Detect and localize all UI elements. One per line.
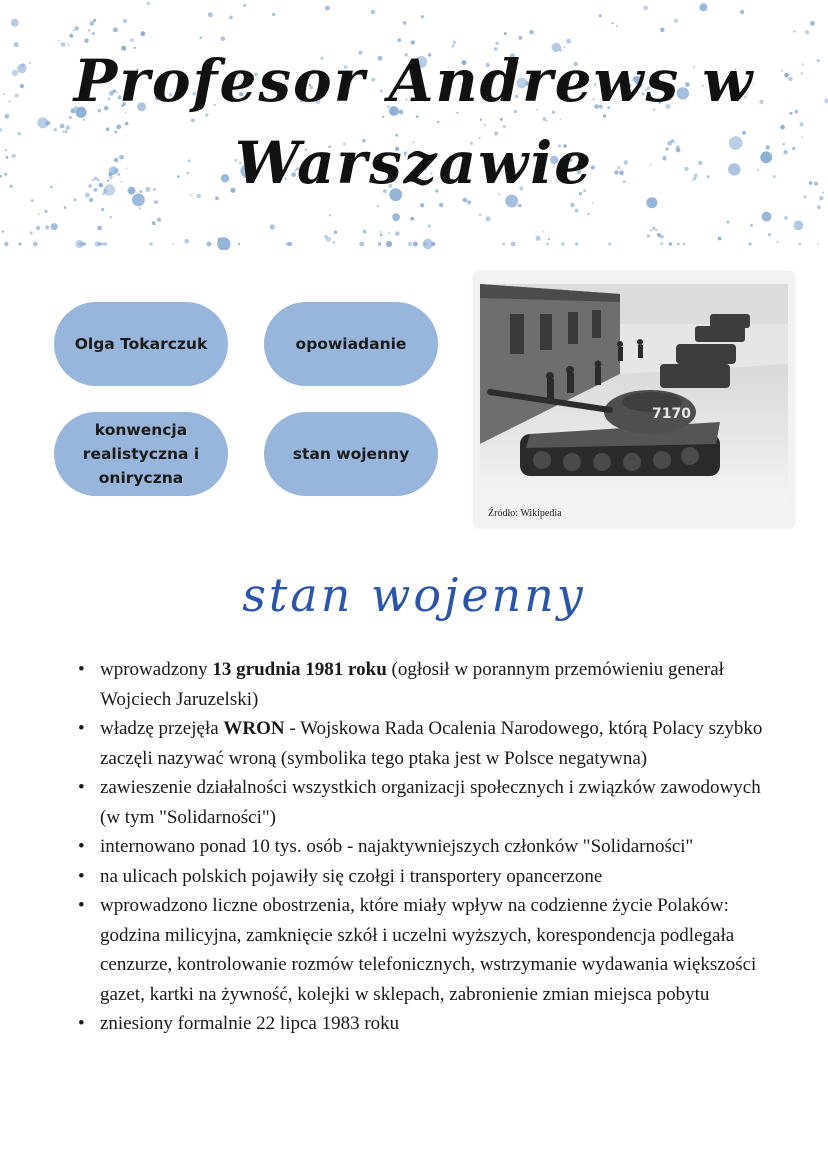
page-title-line2: Warszawie: [234, 129, 594, 197]
page-title-line1: Profesor Andrews w: [73, 47, 755, 115]
bullet-item: • zawieszenie działalności wszystkich organizacji społecznych i związków zawodowych (w tym "Solidarności"): [72, 773, 772, 832]
tag-convention: konwencja realistyczna i oniryczna: [54, 412, 228, 496]
bullet-item: • internowano ponad 10 tys. osób - najaktywniejszych członków "Solidarności": [72, 832, 772, 862]
photo-caption: Źródło: Wikipedia: [488, 508, 562, 519]
tank-number: 7170: [652, 406, 691, 422]
bullet-list: [72, 655, 772, 1039]
bullet-item: • na ulicach polskich pojawiły się czołgi i transportery opancerzone: [72, 862, 772, 892]
bullet-item: • władzę przejęła WRON - Wojskowa Rada Ocalenia Narodowego, którą Polacy szybko zaczęli nazywać wroną (symbolika tego ptaka jest w Polsce negatywna): [72, 714, 772, 773]
tag-topic: stan wojenny: [264, 412, 438, 496]
section-title: stan wojenny: [242, 568, 586, 622]
bullet-item: • wprowadzony 13 grudnia 1981 roku (ogłosił w porannym przemówieniu generał Wojciech Jaruzelski): [72, 655, 772, 714]
martial-law-photo: [474, 272, 794, 527]
tag-author: Olga Tokarczuk: [54, 302, 228, 386]
tag-genre: opowiadanie: [264, 302, 438, 386]
bullet-item: • wprowadzono liczne obostrzenia, które miały wpływ na codzienne życie Polaków: godzina milicyjna, zamknięcie szkół i uczelni wyższych, korespondencja podlegała cenzurze, kontrolowanie rozmów telefonicznych, wstrzymanie wydawania większości gazet, kartki na żywność, kolejki w sklepach, zabronienie zmian miejsca pobytu: [72, 891, 772, 1009]
bullet-item: • zniesiony formalnie 22 lipca 1983 roku: [72, 1009, 772, 1039]
tank-photo-illustration: [480, 284, 788, 504]
